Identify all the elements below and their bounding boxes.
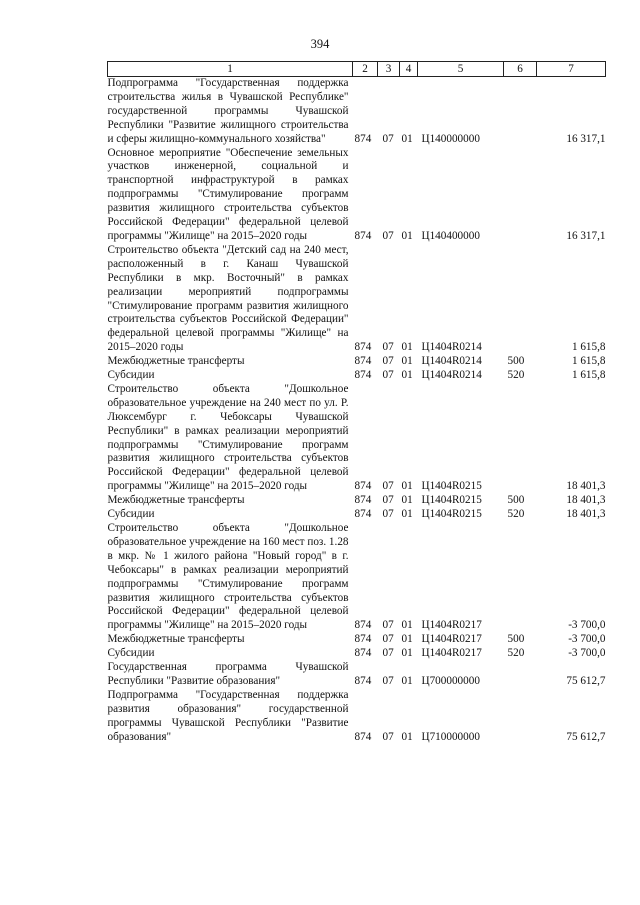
row-expense-type xyxy=(504,244,537,355)
row-target-article: Ц1404R0217 xyxy=(421,619,482,632)
row-target-article: Ц1404R0214 xyxy=(421,355,482,368)
row-subsection: 01 xyxy=(401,730,413,743)
row-target-article: Ц1404R0215 xyxy=(421,508,482,521)
row-section: 07 xyxy=(382,480,394,493)
table-row xyxy=(108,689,606,745)
row-expense-type xyxy=(504,689,537,745)
row-admin-code: 874 xyxy=(354,355,372,368)
row-target-article: Ц140000000 xyxy=(421,132,480,145)
row-name: Субсидии xyxy=(107,369,155,382)
header-col-4: 4 xyxy=(400,62,418,77)
table-row xyxy=(108,147,606,244)
row-subsection: 01 xyxy=(401,647,413,660)
row-admin-code: 874 xyxy=(354,647,372,660)
row-subsection: 01 xyxy=(401,619,413,632)
row-expense-type: 500 xyxy=(507,494,525,507)
row-expense-type xyxy=(504,522,537,633)
table-row xyxy=(108,522,606,633)
row-expense-type xyxy=(504,77,537,147)
row-admin-code: 874 xyxy=(354,619,372,632)
table-row xyxy=(108,494,606,508)
row-target-article: Ц700000000 xyxy=(421,674,480,687)
header-col-1: 1 xyxy=(108,62,353,77)
row-admin-code: 874 xyxy=(354,494,372,507)
row-subsection: 01 xyxy=(401,633,413,646)
row-section: 07 xyxy=(382,229,394,242)
table-header xyxy=(108,62,606,77)
row-section: 07 xyxy=(382,647,394,660)
header-col-5: 5 xyxy=(418,62,504,77)
row-admin-code: 874 xyxy=(354,369,372,382)
row-amount: 75 612,7 xyxy=(566,674,606,687)
row-expense-type xyxy=(504,661,537,689)
header-row xyxy=(108,62,606,77)
row-admin-code: 874 xyxy=(354,633,372,646)
row-target-article: Ц140400000 xyxy=(421,229,480,242)
header-col-6: 6 xyxy=(504,62,537,77)
row-name: Межбюджетные трансферты xyxy=(107,494,245,507)
row-target-article: Ц1404R0214 xyxy=(421,341,482,354)
table-row xyxy=(108,383,606,494)
row-target-article: Ц710000000 xyxy=(421,730,480,743)
row-section: 07 xyxy=(382,494,394,507)
row-section: 07 xyxy=(382,633,394,646)
row-subsection: 01 xyxy=(401,229,413,242)
row-section: 07 xyxy=(382,619,394,632)
row-amount: 1 615,8 xyxy=(571,355,606,368)
row-admin-code: 874 xyxy=(354,674,372,687)
table-row xyxy=(108,244,606,355)
row-section: 07 xyxy=(382,508,394,521)
row-amount: 16 317,1 xyxy=(566,229,606,242)
row-name: Межбюджетные трансферты xyxy=(107,633,245,646)
row-amount: -3 700,0 xyxy=(568,633,606,646)
row-expense-type: 520 xyxy=(507,508,525,521)
row-subsection: 01 xyxy=(401,355,413,368)
row-name: Строительство объекта "Дошкольное образовательное учреждение на 160 мест поз. 1.28 в мкр. № 1 жилого района "Новый город" в г. Чебоксары" в рамках реализации мероприятий подпрограммы "Стимулирование программ развития жилищного строительства субъектов Российской Федерации" федеральной целевой программы "Жилище" на 2015–2020 годы xyxy=(107,522,349,632)
row-subsection: 01 xyxy=(401,132,413,145)
row-name: Государственная программа Чувашской Республики "Развитие образования" xyxy=(107,661,349,687)
row-target-article: Ц1404R0214 xyxy=(421,369,482,382)
row-admin-code: 874 xyxy=(354,341,372,354)
row-amount: 1 615,8 xyxy=(571,369,606,382)
header-col-3: 3 xyxy=(378,62,400,77)
table-row xyxy=(108,508,606,522)
row-admin-code: 874 xyxy=(354,132,372,145)
row-section: 07 xyxy=(382,341,394,354)
row-expense-type xyxy=(504,383,537,494)
table-row xyxy=(108,369,606,383)
row-target-article: Ц1404R0215 xyxy=(421,494,482,507)
row-target-article: Ц1404R0217 xyxy=(421,647,482,660)
header-col-7: 7 xyxy=(537,62,606,77)
row-expense-type: 520 xyxy=(507,647,525,660)
table-row xyxy=(108,647,606,661)
row-amount: 18 401,3 xyxy=(566,508,606,521)
row-subsection: 01 xyxy=(401,341,413,354)
row-amount: 16 317,1 xyxy=(566,132,606,145)
row-amount: 18 401,3 xyxy=(566,494,606,507)
row-subsection: 01 xyxy=(401,480,413,493)
table-body xyxy=(108,77,606,745)
row-target-article: Ц1404R0215 xyxy=(421,480,482,493)
row-subsection: 01 xyxy=(401,674,413,687)
header-col-2: 2 xyxy=(353,62,378,77)
row-expense-type xyxy=(504,147,537,244)
row-section: 07 xyxy=(382,674,394,687)
row-target-article: Ц1404R0217 xyxy=(421,633,482,646)
row-name: Субсидии xyxy=(107,508,155,521)
row-admin-code: 874 xyxy=(354,730,372,743)
row-admin-code: 874 xyxy=(354,229,372,242)
row-expense-type: 520 xyxy=(507,369,525,382)
row-section: 07 xyxy=(382,730,394,743)
row-admin-code: 874 xyxy=(354,508,372,521)
row-subsection: 01 xyxy=(401,369,413,382)
row-subsection: 01 xyxy=(401,494,413,507)
row-name: Субсидии xyxy=(107,647,155,660)
budget-table xyxy=(107,61,606,745)
row-name: Подпрограмма "Государственная поддержка развития образования" государственной программы Чувашской Республики "Развитие образования" xyxy=(107,688,349,743)
table-row xyxy=(108,661,606,689)
row-section: 07 xyxy=(382,132,394,145)
row-subsection: 01 xyxy=(401,508,413,521)
row-name: Подпрограмма "Государственная поддержка строительства жилья в Чувашской Республике" государственной программы Чувашской Республики "Развитие жилищного строительства и сферы жилищно-коммунального хозяйства" xyxy=(107,77,349,145)
row-amount: -3 700,0 xyxy=(568,647,606,660)
row-amount: 1 615,8 xyxy=(571,341,606,354)
row-name: Основное мероприятие "Обеспечение земельных участков инженерной, социальной и транспортной инфраструктурой в рамках подпрограммы "Стимулирование программ развития жилищного строительства субъектов Российской Федерации" федеральной целевой программы "Жилище" на 2015–2020 годы xyxy=(107,146,349,242)
row-admin-code: 874 xyxy=(354,480,372,493)
row-name: Межбюджетные трансферты xyxy=(107,355,245,368)
row-amount: 18 401,3 xyxy=(566,480,606,493)
row-section: 07 xyxy=(382,369,394,382)
row-expense-type: 500 xyxy=(507,355,525,368)
table-row xyxy=(108,633,606,647)
page-number: 394 xyxy=(310,37,330,51)
row-amount: 75 612,7 xyxy=(566,730,606,743)
table-row xyxy=(108,77,606,147)
row-expense-type: 500 xyxy=(507,633,525,646)
table-row xyxy=(108,355,606,369)
row-section: 07 xyxy=(382,355,394,368)
row-amount: -3 700,0 xyxy=(568,619,606,632)
row-name: Строительство объекта "Дошкольное образовательное учреждение на 240 мест по ул. Р. Люксембург г. Чебоксары Чувашской Республики" в рамках реализации мероприятий подпрограммы "Стимулирование программ развития жилищного строительства субъектов Российской Федерации" федеральной целевой программы "Жилище" на 2015–2020 годы xyxy=(107,382,349,493)
row-name: Строительство объекта "Детский сад на 240 мест, расположенный в г. Канаш Чувашской Республики в мкр. Восточный" в рамках реализации мероприятий подпрограммы "Стимулирование программ развития жилищного строительства субъектов Российской Федерации" федеральной целевой программы "Жилище" на 2015–2020 годы xyxy=(107,243,349,354)
